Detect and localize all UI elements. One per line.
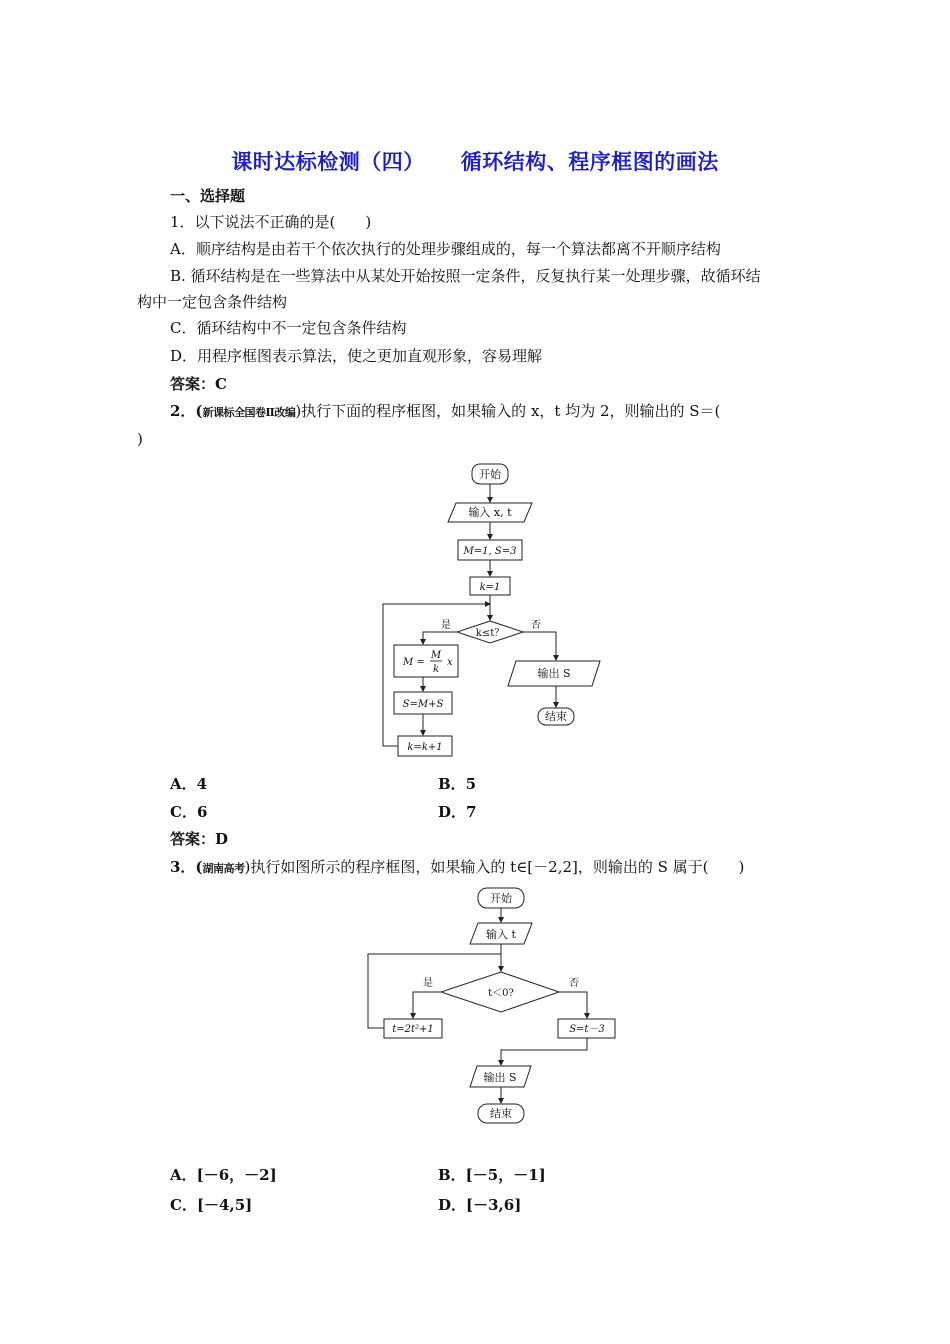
q2-option-c: C．6 [170, 803, 208, 821]
q2-k-update-label: k=k+1 [407, 742, 443, 753]
q1-answer: 答案：C [170, 375, 227, 393]
q2-output-label: 输出 S [537, 667, 571, 680]
q3-option-b: B．[－5，－1] [438, 1166, 546, 1184]
q1-option-a: A．顺序结构是由若干个依次执行的处理步骤组成的，每一个算法都离不开顺序结构 [170, 240, 721, 258]
q2-option-d: D．7 [438, 803, 477, 821]
q3-output-label: 输出 S [483, 1071, 517, 1084]
q2-stem-end: ) [137, 430, 143, 448]
q3-source: 湖南高考 [202, 862, 245, 875]
q2-start-label: 开始 [479, 468, 501, 481]
q2-stem [170, 401, 720, 423]
q2-k-init-label: k=1 [479, 582, 501, 593]
q2-answer: 答案：D [170, 830, 229, 848]
q3-option-a: A．[－6，－2] [170, 1166, 277, 1184]
q1-option-c: C．循环结构中不一定包含条件结构 [170, 319, 407, 337]
q3-left-label: t=2t²+1 [392, 1024, 434, 1035]
q2-no-label: 否 [531, 620, 541, 631]
q3-condition-label: t＜0? [488, 988, 514, 999]
q3-input-label: 输入 t [486, 928, 516, 941]
q3-end-label: 结束 [490, 1107, 512, 1120]
q2-init-label: M=1, S=3 [463, 546, 517, 557]
section-heading: 一、选择题 [170, 187, 246, 205]
q3-yes-label: 是 [423, 978, 433, 989]
q3-stem [170, 857, 744, 879]
q2-yes-label: 是 [441, 620, 451, 631]
q3-stem-text: )执行如图所示的程序框图，如果输入的 t∈[－2,2]，则输出的 S 属于( ) [244, 858, 745, 876]
q2-m-x: x [447, 657, 453, 668]
q3-flowchart [360, 882, 630, 1132]
q2-end-label: 结束 [545, 710, 567, 723]
q2-m-denominator: k [432, 664, 440, 675]
q1-option-b-line1: B. 循环结构是在一些算法中从某处开始按照一定条件，反复执行某一处理步骤，故循环结 [170, 267, 761, 285]
q2-m-numerator: M [430, 650, 442, 661]
q2-m-lhs: M = [403, 657, 425, 668]
q2-flowchart [370, 458, 620, 764]
q3-number: 3．( [170, 858, 203, 876]
q2-option-a: A．4 [170, 775, 208, 793]
q1-option-b-line2: 构中一定包含条件结构 [137, 293, 288, 311]
title-sub: 循环结构、程序框图的画法 [460, 150, 719, 174]
q3-start-label: 开始 [490, 892, 512, 905]
q3-option-c: C．[－4,5] [170, 1196, 253, 1214]
q3-no-label: 否 [569, 978, 579, 989]
q2-option-b: B．5 [438, 775, 477, 793]
q2-condition-label: k≤t？ [475, 628, 505, 639]
page-title [0, 146, 950, 176]
q2-s-update-label: S=M+S [402, 699, 444, 710]
q2-stem-text: )执行下面的程序框图，如果输入的 x，t 均为 2，则输出的 S＝( [295, 402, 721, 420]
q1-option-d: D．用程序框图表示算法，使之更加直观形象，容易理解 [170, 347, 543, 365]
q2-number: 2．( [170, 402, 203, 420]
title-main: 课时达标检测（四） [231, 150, 425, 174]
q2-source: 新课标全国卷Ⅱ改编 [202, 406, 296, 419]
q3-option-d: D．[－3,6] [438, 1196, 522, 1214]
q1-stem: 1．以下说法不正确的是( ) [170, 213, 372, 231]
q2-input-label: 输入 x, t [468, 506, 512, 519]
q3-right-label: S=t－3 [569, 1024, 605, 1035]
